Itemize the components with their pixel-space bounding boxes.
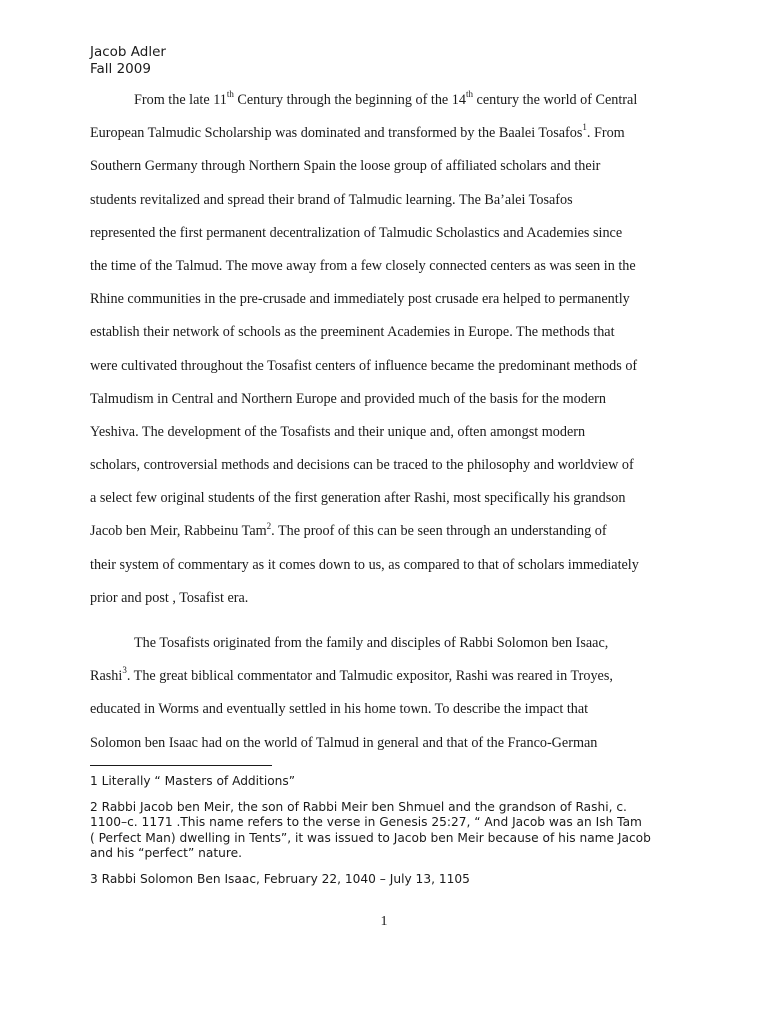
text-line	[90, 316, 690, 349]
text-line	[90, 693, 690, 726]
footnote-2	[90, 800, 690, 862]
text-line	[90, 727, 690, 760]
footnote-line: 3 Rabbi Solomon Ben Isaac, February 22, 1040 – July 13, 1105	[90, 871, 470, 886]
text-line	[90, 549, 690, 582]
footnote-ref: 2	[266, 520, 272, 531]
text-line	[90, 416, 690, 449]
footnotes	[90, 774, 690, 897]
footnote-1	[90, 774, 690, 790]
page-number: 1	[380, 914, 388, 929]
footnote-3	[90, 872, 690, 888]
text-line	[90, 627, 690, 660]
text-run: . The great biblical commentator and Talmudic expositor, Rashi was reared in Troyes,	[126, 668, 613, 685]
text-line	[90, 184, 690, 217]
text-run: the time of the Talmud. The move away from a few closely connected centers as was seen in the	[90, 257, 636, 274]
text-run: . The proof of this can be seen through an understanding of	[271, 523, 607, 540]
text-run: educated in Worms and eventually settled in his home town. To describe the impact that	[90, 701, 589, 718]
text-run: students revitalized and spread their brand of Talmudic learning. The Ba’alei Tosafos	[90, 191, 573, 208]
footnote-separator	[90, 765, 272, 766]
text-run: Rhine communities in the pre-crusade and immediately post crusade era helped to permanently	[90, 291, 630, 308]
text-run: century the world of Central	[472, 92, 638, 108]
text-run: From the late 11	[134, 92, 227, 108]
text-line	[90, 582, 690, 615]
text-line	[90, 283, 690, 316]
text-run: Century through the beginning of the 14	[233, 92, 466, 108]
text-run: The Tosafists originated from the family and disciples of Rabbi Solomon ben Isaac,	[134, 635, 609, 651]
footnote-line: 1100–c. 1171 .This name refers to the verse in Genesis 25:27, “ And Jacob was an Ish Tam	[90, 815, 642, 829]
text-run: a select few original students of the first generation after Rashi, most specifically his grandson	[90, 490, 626, 507]
text-run: represented the first permanent decentralization of Talmudic Scholastics and Academies since	[90, 224, 623, 241]
author-name: Jacob Adler	[90, 44, 166, 60]
paragraph-2	[90, 627, 690, 760]
text-line	[90, 117, 690, 150]
paragraph-1	[90, 84, 690, 615]
text-line	[90, 660, 690, 693]
footnote-line: and his “perfect” nature.	[90, 846, 242, 860]
body-text	[90, 84, 690, 760]
footnote-ref: 3	[122, 665, 127, 676]
text-line	[90, 350, 690, 383]
text-run: scholars, controversial methods and decisions can be traced to the philosophy and worldview of	[90, 457, 634, 474]
text-line	[90, 150, 690, 183]
text-line	[90, 383, 690, 416]
text-line	[90, 449, 690, 482]
text-run: European Talmudic Scholarship was dominated and transformed by the Baalei Tosafos	[90, 125, 583, 142]
text-run: Rashi	[90, 668, 123, 685]
text-run: Yeshiva. The development of the Tosafists and their unique and, often amongst modern	[90, 423, 586, 440]
text-line	[90, 515, 690, 548]
text-run: were cultivated throughout the Tosafist centers of influence became the predominant methods of	[90, 357, 638, 374]
footnote-ref: 1	[582, 122, 587, 133]
text-line	[90, 250, 690, 283]
text-line	[90, 482, 690, 515]
document-header	[90, 44, 166, 78]
footnote-ref: th	[226, 89, 234, 100]
text-run: prior and post , Tosafist era.	[90, 589, 249, 606]
footnote-line: 1 Literally “ Masters of Additions”	[90, 774, 296, 788]
text-run: their system of commentary as it comes down to us, as compared to that of scholars immediately	[90, 556, 639, 573]
footnote-line: ( Perfect Man) dwelling in Tents”, it was issued to Jacob ben Meir because of his name Jacob	[90, 830, 651, 845]
text-line	[90, 217, 690, 250]
text-run: Southern Germany through Northern Spain the loose group of affiliated scholars and their	[90, 158, 601, 175]
text-run: Solomon ben Isaac had on the world of Talmud in general and that of the Franco-German	[90, 734, 598, 751]
footnote-line: 2 Rabbi Jacob ben Meir, the son of Rabbi Meir ben Shmuel and the grandson of Rashi, c.	[90, 799, 627, 814]
footnote-ref: th	[465, 89, 473, 100]
text-run: Jacob ben Meir, Rabbeinu Tam	[90, 523, 267, 540]
text-run: Talmudism in Central and Northern Europe and provided much of the basis for the modern	[90, 390, 606, 407]
text-run: establish their network of schools as the preeminent Academies in Europe. The methods that	[90, 324, 615, 341]
text-run: . From	[586, 125, 625, 142]
term-label: Fall 2009	[90, 61, 151, 77]
text-line	[90, 84, 690, 117]
